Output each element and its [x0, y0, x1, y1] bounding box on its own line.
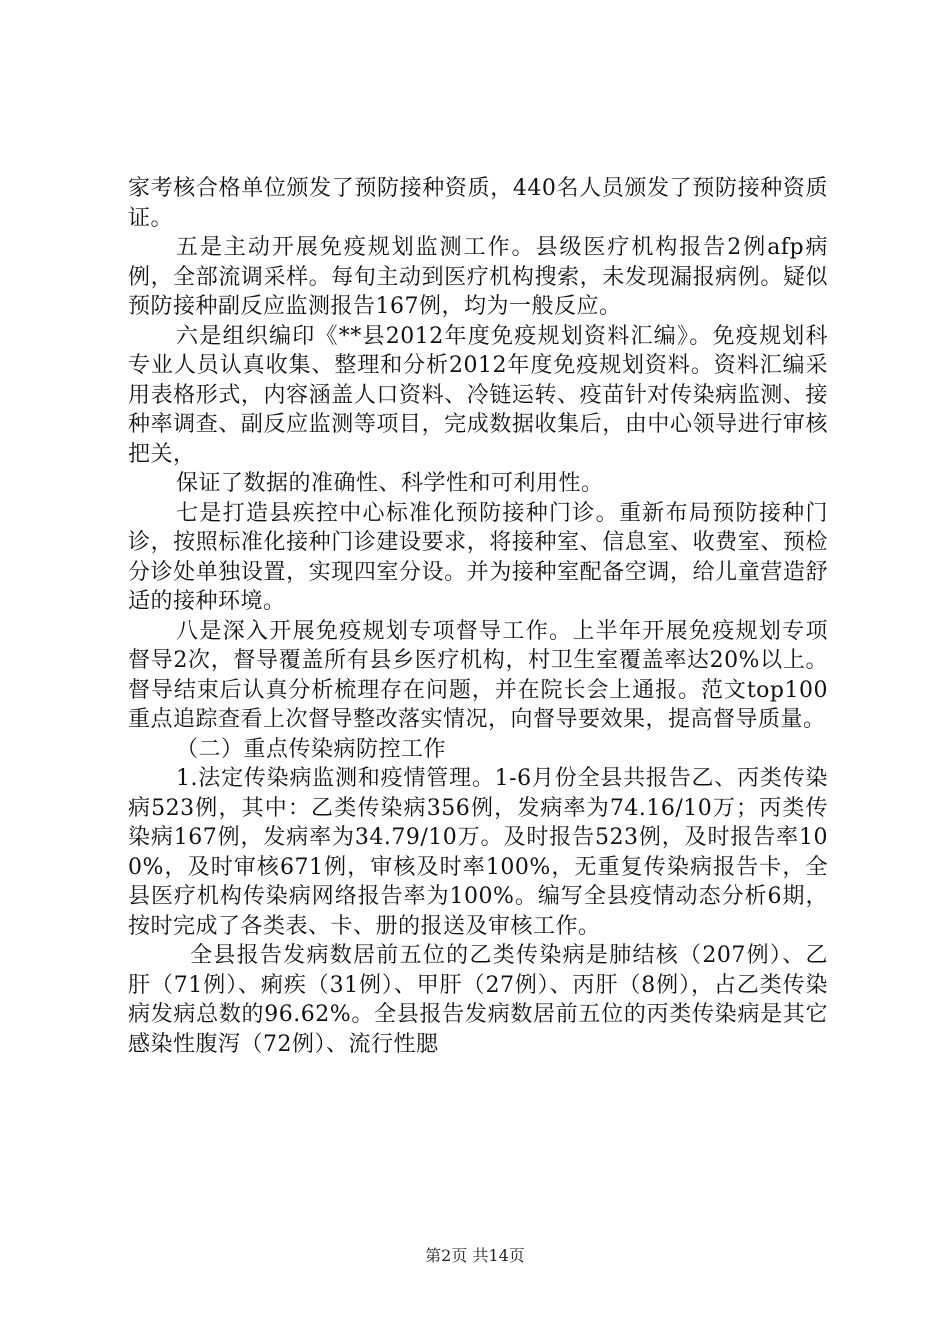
section-heading-infectious-disease: （二）重点传染病防控工作 [176, 736, 447, 762]
paragraph-data-accuracy: 保证了数据的准确性、科学性和可利用性。 [176, 471, 604, 496]
paragraph-compilation: 六是组织编印《**县2012年度免疫规划资料汇编》。免疫规划科专业人员认真收集、整理和分析2012年度免疫规划资料。资料汇编采用表格形式，内容涵盖人口资料、冷链运转、疫苗针对传染病监测、接种率调查、副反应监测等项目，完成数据收集后，由中心领导进行审核把关， [128, 323, 828, 467]
paragraph-monitoring: 五是主动开展免疫规划监测工作。县级医疗机构报告2例afp病例，全部流调采样。每旬主动到医疗机构搜索，未发现漏报病例。疑似预防接种副反应监测报告167例，均为一般反应。 [128, 235, 828, 319]
paragraph-epidemic-management: 1.法定传染病监测和疫情管理。1-6月份全县共报告乙、丙类传染病523例，其中：乙类传染病356例，发病率为74.16/10万；丙类传染病167例，发病率为34.79/10万。及时报告523例，及时报告率100%，及时审核671例，审核及时率100%，无重复传染病报告卡，全县医疗机构传染病网络报告率为100%。编写全县疫情动态分析6期，按时完成了各类表、卡、册的报送及审核工作。 [128, 766, 828, 939]
page-number-footer: 第2页 共14页 [425, 1246, 525, 1265]
paragraph-top-five-diseases: 全县报告发病数居前五位的乙类传染病是肺结核（207例）、乙肝（71例）、痢疾（31例）、甲肝（27例）、丙肝（8例），占乙类传染病发病总数的96.62%。全县报告发病数居前五位的丙类传染病是其它感染性腹泻（72例）、流行性腮 [128, 943, 828, 1057]
paragraph-qualification-end: 家考核合格单位颁发了预防接种资质，440名人员颁发了预防接种资质证。 [128, 176, 828, 231]
paragraph-supervision: 八是深入开展免疫规划专项督导工作。上半年开展免疫规划专项督导2次，督导覆盖所有县乡医疗机构，村卫生室覆盖率达20%以上。督导结束后认真分析梳理存在问题，并在院长会上通报。范文top100重点追踪查看上次督导整改落实情况，向督导要效果，提高督导质量。 [128, 618, 828, 732]
paragraph-clinic: 七是打造县疾控中心标准化预防接种门诊。重新布局预防接种门诊，按照标准化接种门诊建设要求，将接种室、信息室、收费室、预检分诊处单独设置，实现四室分设。并为接种室配备空调，给儿童营造舒适的接种环境。 [128, 500, 828, 614]
document-body [128, 174, 828, 1059]
